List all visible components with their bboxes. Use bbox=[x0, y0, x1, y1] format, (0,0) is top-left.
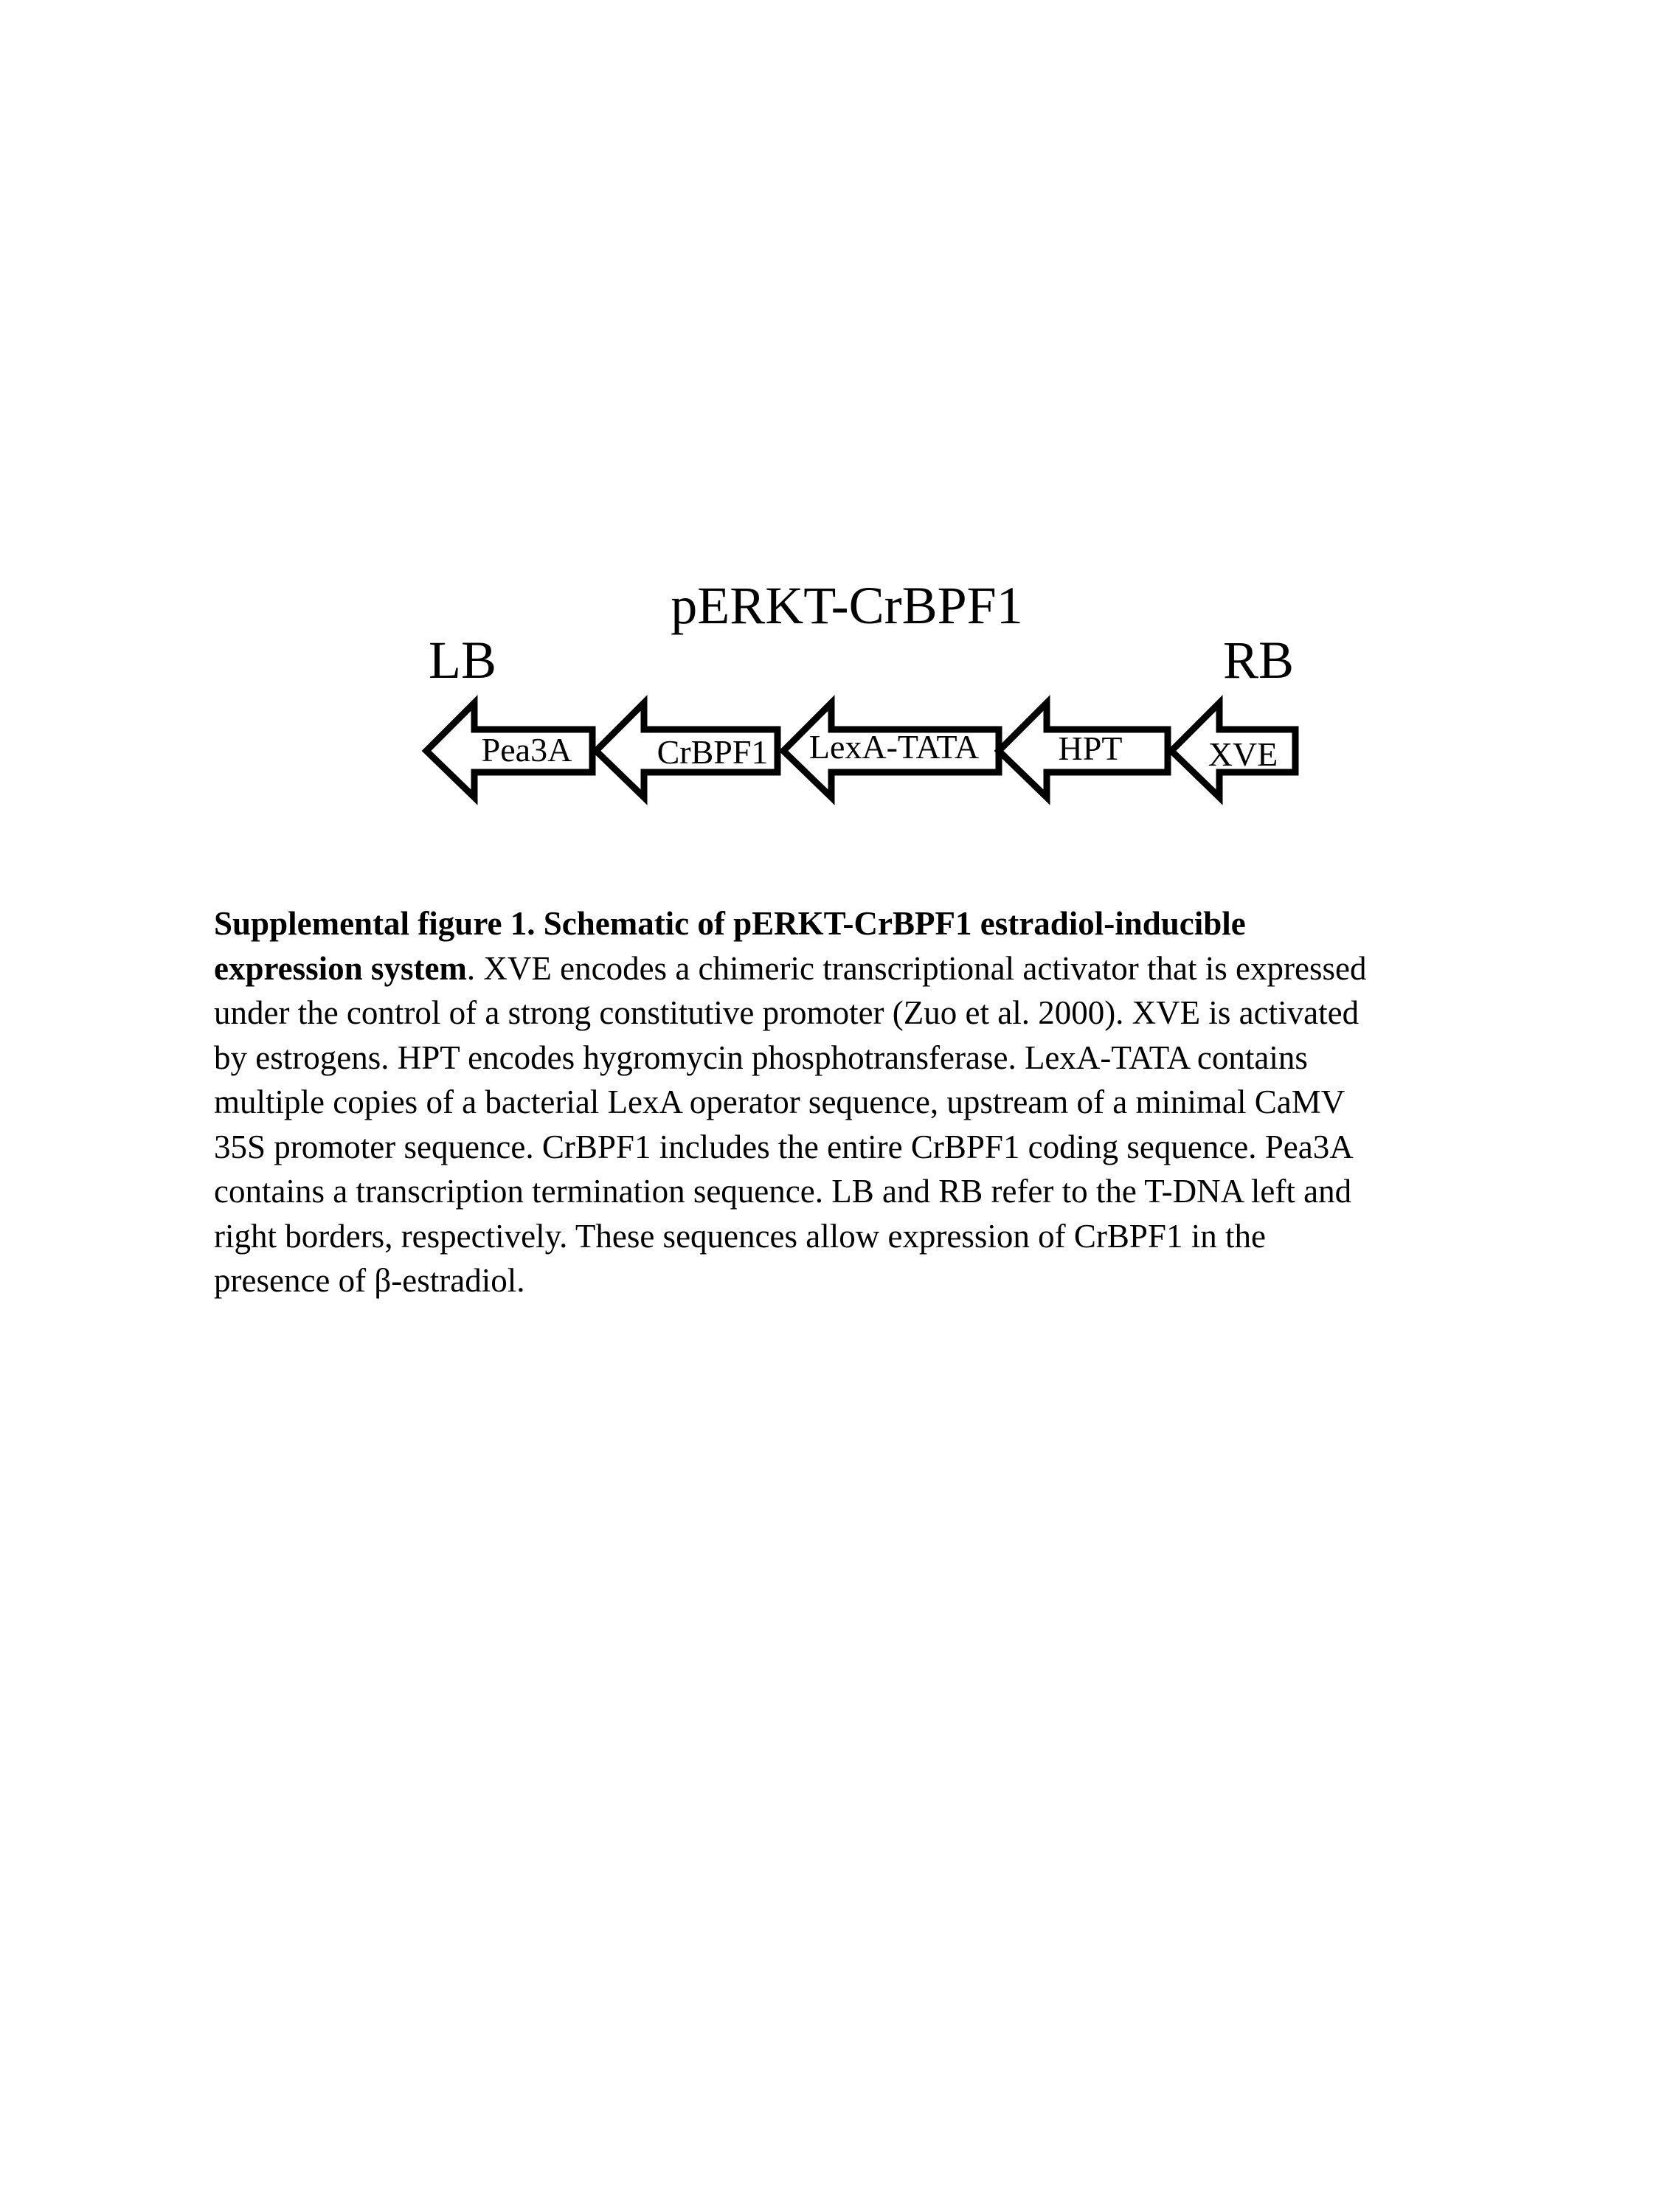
caption-line: multiple copies of a bacterial LexA operator sequence, upstream of a minimal CaMV bbox=[214, 1084, 1345, 1120]
hpt-label: HPT bbox=[1058, 729, 1123, 767]
caption-line: contains a transcription termination sequence. LB and RB refer to the T-DNA left and bbox=[214, 1173, 1352, 1210]
pea3a-label: Pea3A bbox=[481, 731, 572, 769]
element-lexa-tata bbox=[783, 703, 999, 797]
figure-caption bbox=[214, 901, 1542, 1303]
lexa-tata-label: LexA-TATA bbox=[808, 728, 980, 766]
caption-line: under the control of a strong constitutive promoter (Zuo et al. 2000). XVE is activated bbox=[214, 994, 1360, 1031]
left-border-label: LB bbox=[428, 631, 497, 690]
construct-diagram bbox=[0, 0, 1659, 885]
caption-line: presence of β-estradiol. bbox=[214, 1262, 525, 1299]
xve-label: XVE bbox=[1208, 735, 1278, 773]
construct-title: pERKT-CrBPF1 bbox=[671, 576, 1023, 635]
element-xve bbox=[1171, 703, 1295, 797]
element-crbpf1 bbox=[596, 703, 777, 797]
caption-title: Supplemental figure 1. Schematic of pERKT-CrBPF1 estradiol-inducible bbox=[214, 905, 1246, 942]
caption-line: right borders, respectively. These sequences allow expression of CrBPF1 in the bbox=[214, 1217, 1266, 1255]
right-border-label: RB bbox=[1222, 631, 1295, 690]
element-hpt bbox=[999, 703, 1168, 797]
crbpf1-label: CrBPF1 bbox=[657, 733, 769, 771]
caption-line bbox=[214, 946, 1542, 991]
caption-line: by estrogens. HPT encodes hygromycin phosphotransferase. LexA-TATA contains bbox=[214, 1039, 1308, 1076]
caption-line: 35S promoter sequence. CrBPF1 includes the entire CrBPF1 coding sequence. Pea3A bbox=[214, 1128, 1354, 1165]
caption-title-continued: expression system bbox=[214, 949, 467, 987]
caption-text: . XVE encodes a chimeric transcriptional activator that is expressed bbox=[466, 949, 1367, 987]
element-pea3a bbox=[426, 703, 592, 797]
